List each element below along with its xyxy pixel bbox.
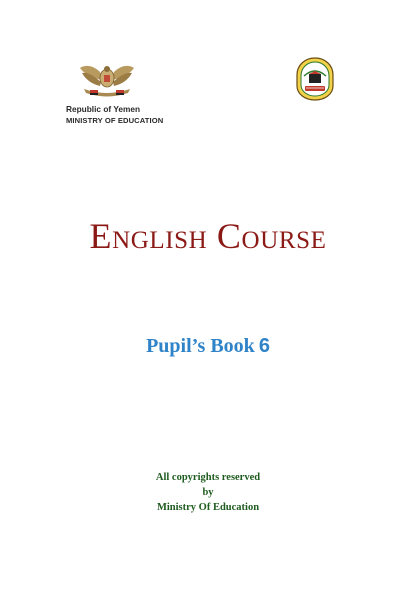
ministry-name: MINISTRY OF EDUCATION (66, 116, 164, 125)
ministry-header (66, 103, 163, 127)
eagle-emblem-icon (74, 62, 140, 100)
book-title: English Course (89, 216, 327, 256)
ministry-seal-icon (294, 56, 336, 102)
book-label: Pupil’s Book (146, 335, 255, 357)
book-subtitle (0, 333, 416, 361)
country-name: Republic of Yemen (66, 104, 141, 114)
copyright-line-3: Ministry Of Education (156, 502, 260, 513)
copyright-notice (0, 470, 416, 515)
copyright-line-2: by (202, 487, 214, 498)
copyright-line-1: All copyrights reserved (155, 472, 261, 483)
book-number: 6 (258, 335, 270, 357)
